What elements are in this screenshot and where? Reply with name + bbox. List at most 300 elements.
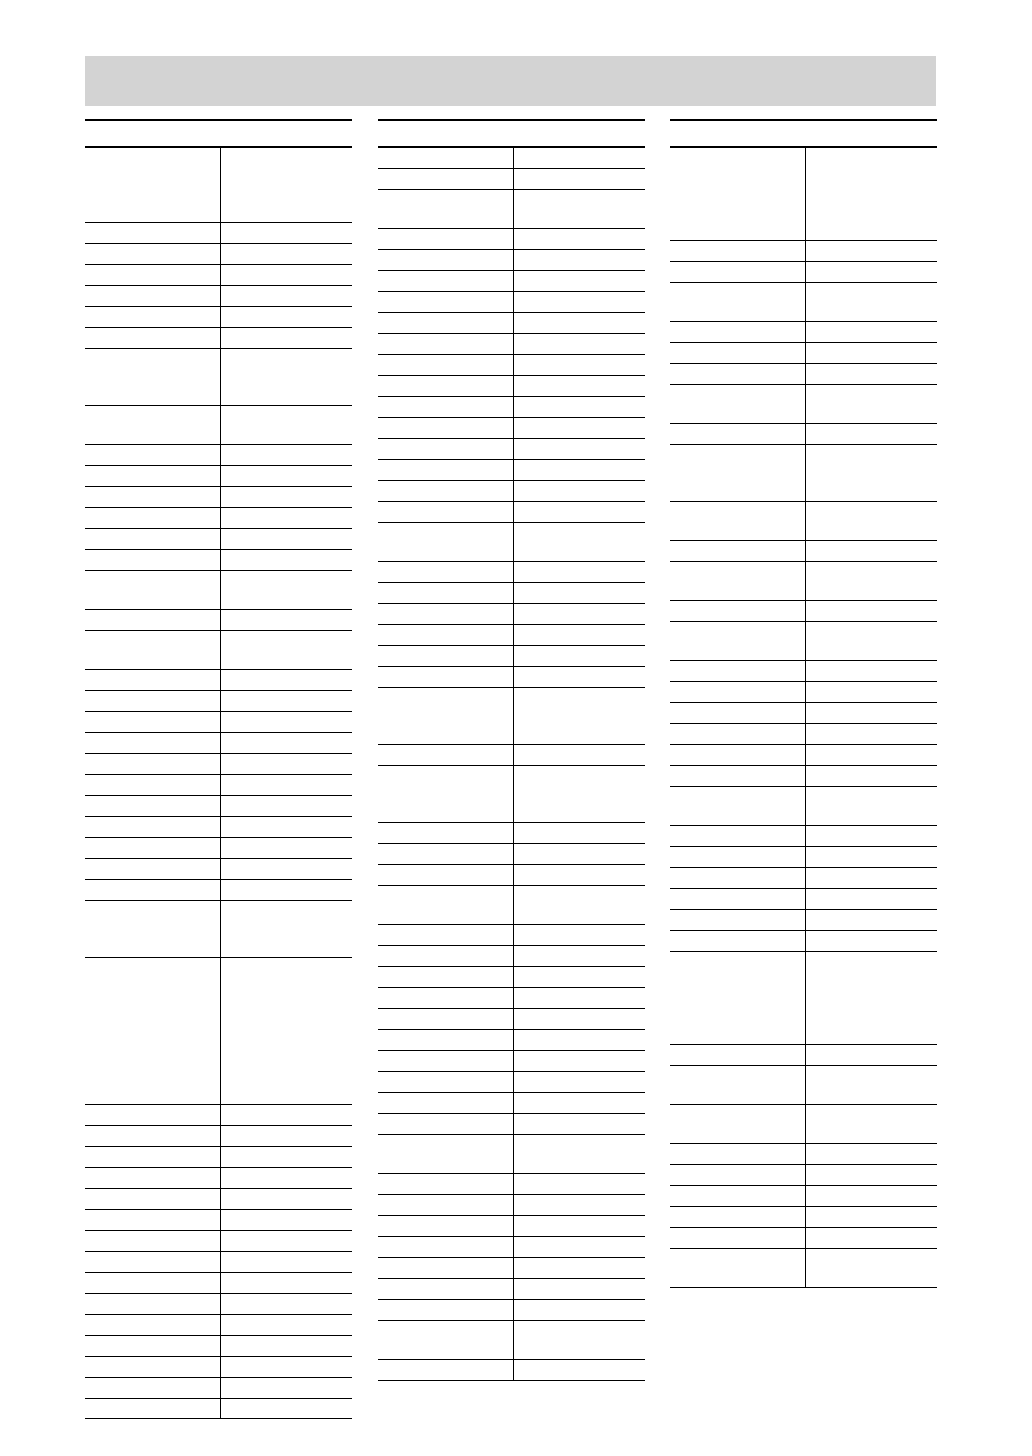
table-cell-value <box>805 661 937 681</box>
table-cell-value <box>220 1147 352 1167</box>
table-cell-label <box>670 931 805 951</box>
table-row <box>85 508 352 529</box>
table-cell-value <box>513 502 645 522</box>
table-row <box>670 661 937 682</box>
table-cell-value <box>513 1360 645 1380</box>
table-cell-label <box>670 562 805 600</box>
table-row <box>670 724 937 745</box>
table-cell-label <box>670 766 805 786</box>
table-row <box>85 1189 352 1210</box>
table-row <box>378 1009 645 1030</box>
table-cell-label <box>378 1072 513 1092</box>
table-row <box>378 1216 645 1237</box>
table-row <box>378 355 645 376</box>
table-cell-value <box>220 1273 352 1293</box>
table-row <box>85 838 352 859</box>
table-cell-label <box>670 241 805 261</box>
table-cell-label <box>85 1147 220 1167</box>
table-cell-label <box>85 223 220 243</box>
table-cell-value <box>220 1105 352 1125</box>
table-cell-value <box>220 1252 352 1272</box>
table-cell-value <box>513 1237 645 1257</box>
table-cell-value <box>220 1399 352 1418</box>
table-cell-label <box>670 1249 805 1287</box>
table-row <box>85 1357 352 1378</box>
table-top-rule <box>85 119 352 121</box>
table-cell-label <box>85 670 220 690</box>
table-cell-label <box>670 322 805 342</box>
table-row <box>670 1144 937 1165</box>
table-row <box>670 1228 937 1249</box>
table-cell-label <box>378 967 513 987</box>
table-cell-value <box>220 796 352 816</box>
table-row <box>85 712 352 733</box>
table-cell-value <box>805 745 937 765</box>
table-cell-label <box>378 688 513 744</box>
table-row <box>378 583 645 604</box>
table-cell-label <box>85 958 220 1104</box>
table-row <box>378 292 645 313</box>
table-cell-label <box>670 889 805 909</box>
table-cell-label <box>85 550 220 570</box>
table-row <box>85 691 352 712</box>
table-cell-label <box>670 1165 805 1185</box>
table-cell-label <box>670 724 805 744</box>
table-cell-label <box>85 712 220 732</box>
table-cell-value <box>513 229 645 249</box>
table-cell-label <box>378 583 513 603</box>
table-cell-value <box>805 787 937 825</box>
table-cell-label <box>378 334 513 354</box>
table-row <box>85 733 352 754</box>
table-cell-label <box>670 601 805 621</box>
table-cell-value <box>513 1072 645 1092</box>
table-row <box>378 1030 645 1051</box>
table-cell-value <box>805 1228 937 1248</box>
table-row <box>378 523 645 562</box>
table-cell-value <box>513 271 645 291</box>
table-cell-label <box>85 1105 220 1125</box>
table-cell-value <box>805 445 937 501</box>
table-row <box>378 844 645 865</box>
table-cell-label <box>670 424 805 444</box>
table-cell-label <box>85 1378 220 1398</box>
table-cell-label <box>85 487 220 507</box>
table-cell-label <box>670 910 805 930</box>
table-cell-label <box>378 1030 513 1050</box>
table-cell-label <box>670 1105 805 1143</box>
table-cell-value <box>220 1126 352 1146</box>
table-cell-value <box>805 283 937 321</box>
table-cell-value <box>220 508 352 528</box>
table-cell-label <box>670 1228 805 1248</box>
table-cell-label <box>670 1207 805 1227</box>
table-cell-label <box>670 343 805 363</box>
table-row <box>85 610 352 631</box>
table-cell-value <box>220 328 352 348</box>
table-row <box>85 1315 352 1336</box>
table-cell-value <box>513 148 645 168</box>
table-cell-label <box>378 646 513 666</box>
table-cell-value <box>220 445 352 465</box>
table-row <box>85 406 352 445</box>
table-cell-value <box>805 889 937 909</box>
table-row <box>85 958 352 1105</box>
table-cell-value <box>513 583 645 603</box>
table-cell-label <box>378 1195 513 1215</box>
table-cell-label <box>670 283 805 321</box>
table-row <box>670 826 937 847</box>
table-cell-label <box>85 265 220 285</box>
table-row <box>670 910 937 931</box>
table-row <box>85 1105 352 1126</box>
table-row <box>378 313 645 334</box>
table-cell-value <box>220 1315 352 1335</box>
table-row <box>85 1147 352 1168</box>
table-row <box>670 445 937 502</box>
table-cell-label <box>85 775 220 795</box>
table-row <box>85 775 352 796</box>
table-cell-value <box>805 385 937 423</box>
table-row <box>670 868 937 889</box>
table-cell-value <box>513 865 645 885</box>
table-cell-value <box>805 1144 937 1164</box>
table-row <box>670 682 937 703</box>
table-cell-label <box>670 787 805 825</box>
table-cell-value <box>805 622 937 660</box>
table-cell-label <box>378 925 513 945</box>
table-cell-value <box>513 1258 645 1278</box>
table-cell-label <box>378 250 513 270</box>
table-row <box>670 889 937 910</box>
table-cell-label <box>670 1144 805 1164</box>
table-row <box>670 385 937 424</box>
table-cell-value <box>513 766 645 822</box>
table-cell-value <box>805 541 937 561</box>
table-cell-label <box>670 622 805 660</box>
table-cell-label <box>378 667 513 687</box>
table-row <box>378 967 645 988</box>
table-row <box>85 1399 352 1419</box>
table-row <box>670 931 937 952</box>
table-cell-label <box>670 148 805 240</box>
table-cell-value <box>805 1066 937 1104</box>
table-cell-label <box>378 292 513 312</box>
table-cell-label <box>85 1210 220 1230</box>
table-cell-label <box>378 397 513 417</box>
table-row <box>670 952 937 1045</box>
table-cell-label <box>85 508 220 528</box>
table-cell-value <box>805 562 937 600</box>
table-cell-value <box>513 604 645 624</box>
table-cell-value <box>513 1321 645 1359</box>
table-cell-label <box>378 946 513 966</box>
table-row <box>670 847 937 868</box>
table-cell-label <box>85 328 220 348</box>
table-cell-value <box>513 946 645 966</box>
table-cell-label <box>378 1279 513 1299</box>
table-cell-label <box>378 169 513 189</box>
table-row <box>378 1114 645 1135</box>
table-row <box>85 307 352 328</box>
table-row <box>85 901 352 958</box>
table-cell-label <box>85 1336 220 1356</box>
table-row <box>670 262 937 283</box>
table-cell-value <box>805 931 937 951</box>
table-row <box>670 601 937 622</box>
table-cell-label <box>85 286 220 306</box>
table-row <box>85 529 352 550</box>
table-cell-value <box>805 148 937 240</box>
table-cell-label <box>378 1051 513 1071</box>
table-cell-label <box>670 445 805 501</box>
table-row <box>670 1249 937 1288</box>
table-row <box>670 745 937 766</box>
table-cell-value <box>805 1207 937 1227</box>
table-cell-value <box>805 502 937 540</box>
table-row <box>378 625 645 646</box>
table-cell-value <box>513 376 645 396</box>
table-row <box>85 286 352 307</box>
table-cell-value <box>513 523 645 561</box>
table-row <box>670 1066 937 1105</box>
table-cell-label <box>85 631 220 669</box>
table-cell-label <box>85 1273 220 1293</box>
table-cell-label <box>378 190 513 228</box>
table-row <box>670 343 937 364</box>
table-row <box>378 688 645 745</box>
table-row <box>378 397 645 418</box>
table-cell-value <box>805 1186 937 1206</box>
table-cell-label <box>85 1168 220 1188</box>
table-cell-label <box>378 271 513 291</box>
table-cell-label <box>85 796 220 816</box>
table-cell-value <box>805 262 937 282</box>
table-cell-value <box>513 925 645 945</box>
table-cell-value <box>513 844 645 864</box>
table-row <box>85 349 352 406</box>
table-cell-value <box>513 988 645 1008</box>
table-row <box>85 328 352 349</box>
table-cell-value <box>513 745 645 765</box>
table-cell-value <box>220 244 352 264</box>
table-cell-value <box>220 817 352 837</box>
table-cell-label <box>378 439 513 459</box>
table-row <box>85 670 352 691</box>
table-cell-value <box>220 859 352 879</box>
table-cell-value <box>513 1195 645 1215</box>
table-cell-label <box>85 244 220 264</box>
table-row <box>378 190 645 229</box>
table-cell-label <box>670 952 805 1044</box>
table-row <box>378 1195 645 1216</box>
table-cell-value <box>220 1357 352 1377</box>
table-row <box>670 424 937 445</box>
table-cell-value <box>220 610 352 630</box>
table-cell-label <box>378 1093 513 1113</box>
table-row <box>378 334 645 355</box>
table-cell-value <box>220 1210 352 1230</box>
table-row <box>378 604 645 625</box>
table-row <box>85 445 352 466</box>
table-cell-value <box>220 838 352 858</box>
table-cell-value <box>513 625 645 645</box>
table-cell-label <box>670 703 805 723</box>
table-cell-label <box>378 1237 513 1257</box>
table-row <box>85 148 352 223</box>
table-row <box>378 886 645 925</box>
table-cell-value <box>220 733 352 753</box>
table-cell-label <box>670 385 805 423</box>
table-cell-value <box>220 466 352 486</box>
table-cell-label <box>378 1360 513 1380</box>
table-row <box>378 1258 645 1279</box>
table-row <box>378 250 645 271</box>
table-row <box>378 229 645 250</box>
table-row <box>378 1237 645 1258</box>
table-cell-label <box>85 838 220 858</box>
table-row <box>670 148 937 241</box>
table-row <box>378 418 645 439</box>
table-cell-value <box>513 1174 645 1194</box>
table-cell-value <box>805 601 937 621</box>
table-row <box>670 1186 937 1207</box>
table-row <box>85 796 352 817</box>
table-cell-label <box>378 604 513 624</box>
table-row <box>378 1135 645 1174</box>
table-cell-label <box>378 844 513 864</box>
table-cell-value <box>513 1279 645 1299</box>
table-body <box>378 148 645 1381</box>
table-row <box>85 1252 352 1273</box>
table-cell-value <box>220 1294 352 1314</box>
table-cell-value <box>513 1030 645 1050</box>
table-row <box>378 1360 645 1381</box>
table-cell-value <box>220 670 352 690</box>
table-row <box>378 169 645 190</box>
table-cell-label <box>378 1174 513 1194</box>
table-row <box>670 241 937 262</box>
table-cell-value <box>805 682 937 702</box>
table-cell-label <box>670 502 805 540</box>
table-row <box>670 364 937 385</box>
table-cell-value <box>513 1051 645 1071</box>
table-cell-label <box>378 988 513 1008</box>
table-cell-value <box>513 418 645 438</box>
table-cell-value <box>513 823 645 843</box>
table-cell-label <box>378 502 513 522</box>
table-cell-value <box>220 754 352 774</box>
table-cell-value <box>220 1189 352 1209</box>
table-cell-label <box>378 1114 513 1134</box>
table-cell-label <box>670 541 805 561</box>
table-cell-label <box>378 1009 513 1029</box>
table-row <box>670 703 937 724</box>
table-cell-value <box>805 1249 937 1287</box>
table-cell-label <box>85 1252 220 1272</box>
table-cell-label <box>85 406 220 444</box>
table-cell-value <box>220 406 352 444</box>
table-cell-value <box>805 826 937 846</box>
table-row <box>85 487 352 508</box>
table-cell-value <box>805 322 937 342</box>
table-cell-value <box>513 481 645 501</box>
table-cell-value <box>513 250 645 270</box>
table-cell-value <box>513 355 645 375</box>
table-cell-label <box>85 1126 220 1146</box>
table-cell-label <box>670 1045 805 1065</box>
table-row <box>378 745 645 766</box>
table-cell-value <box>805 241 937 261</box>
table-cell-value <box>805 766 937 786</box>
table-cell-value <box>220 1378 352 1398</box>
table-cell-label <box>85 1189 220 1209</box>
table-row <box>85 1273 352 1294</box>
table-cell-value <box>513 190 645 228</box>
table-cell-value <box>220 148 352 222</box>
table-cell-label <box>85 610 220 630</box>
table-cell-label <box>85 1399 220 1418</box>
table-cell-label <box>85 307 220 327</box>
table-cell-value <box>513 313 645 333</box>
table-cell-label <box>378 418 513 438</box>
table-row <box>378 1279 645 1300</box>
table-row <box>378 481 645 502</box>
table-row <box>85 1210 352 1231</box>
table-cell-label <box>378 1216 513 1236</box>
table-row <box>670 1207 937 1228</box>
table-cell-label <box>378 313 513 333</box>
table-cell-label <box>85 901 220 957</box>
table-row <box>378 988 645 1009</box>
table-cell-value <box>513 667 645 687</box>
table-cell-label <box>670 745 805 765</box>
table-row <box>85 859 352 880</box>
table-row <box>378 865 645 886</box>
table-cell-value <box>220 631 352 669</box>
table-row <box>670 1165 937 1186</box>
table-cell-value <box>513 1093 645 1113</box>
page-header-band <box>85 56 936 106</box>
table-cell-value <box>805 343 937 363</box>
table-row <box>378 823 645 844</box>
table-cell-label <box>378 745 513 765</box>
table-cell-value <box>513 688 645 744</box>
table-cell-label <box>85 466 220 486</box>
table-cell-value <box>513 397 645 417</box>
table-cell-value <box>220 550 352 570</box>
table-cell-label <box>378 523 513 561</box>
table-row <box>85 817 352 838</box>
table-row <box>378 271 645 292</box>
table-cell-value <box>805 424 937 444</box>
table-row <box>378 646 645 667</box>
table-cell-label <box>670 1066 805 1104</box>
table-row <box>85 1231 352 1252</box>
table-row <box>378 502 645 523</box>
table-row <box>85 265 352 286</box>
table-cell-label <box>378 460 513 480</box>
table-cell-value <box>513 562 645 582</box>
table-row <box>670 562 937 601</box>
table-cell-value <box>805 703 937 723</box>
table-cell-value <box>220 1336 352 1356</box>
table-row <box>85 571 352 610</box>
table-row <box>670 1045 937 1066</box>
table-cell-label <box>670 364 805 384</box>
table-body <box>670 148 937 1288</box>
table-row <box>85 550 352 571</box>
